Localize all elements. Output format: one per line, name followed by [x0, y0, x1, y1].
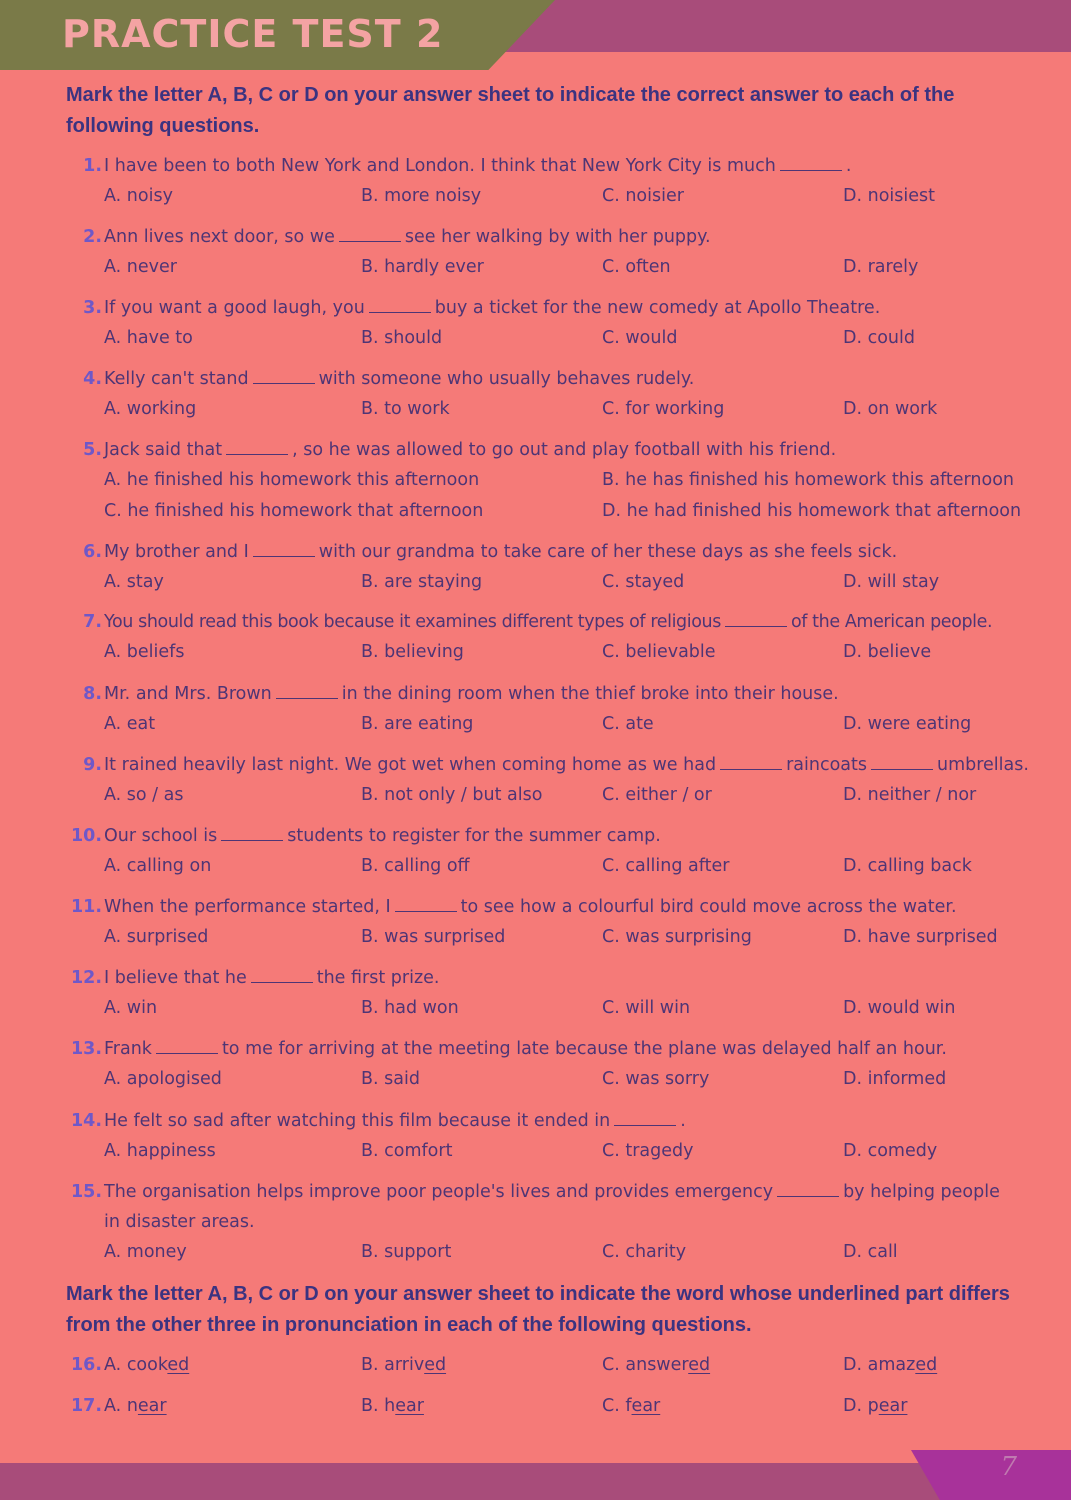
answer-option[interactable]: A. he finished his homework this afternoon [104, 470, 480, 490]
question-stem-end: with someone who usually behaves rudely. [318, 369, 695, 389]
option-row [0, 567, 1071, 598]
question-stem-end: buy a ticket for the new comedy at Apollo Theatre. [434, 298, 881, 318]
option-word: amaz [867, 1355, 916, 1375]
question-number: 14. [70, 1111, 102, 1131]
question-line [0, 607, 1071, 637]
question-line [0, 679, 1071, 709]
question-number: 13. [70, 1039, 102, 1059]
question-stem-end: , so he was allowed to go out and play football with his friend. [292, 440, 837, 460]
answer-option[interactable]: A. eat [104, 714, 156, 734]
question-line [0, 1034, 1071, 1064]
answer-option[interactable]: D. comedy [843, 1141, 938, 1161]
header-bar [0, 0, 1071, 70]
question-number: 2. [83, 227, 102, 247]
question-stem-end: . [845, 156, 852, 176]
option-row [0, 780, 1071, 811]
question-item [0, 821, 1071, 882]
answer-option[interactable]: B. calling off [361, 856, 470, 876]
question-text [104, 435, 836, 465]
answer-option[interactable]: C. charity [602, 1242, 687, 1262]
question-stem-end: . [680, 1111, 686, 1131]
question-text [104, 892, 957, 922]
answer-option[interactable]: B. are staying [361, 572, 483, 592]
question-stem: It rained heavily last night. We got wet when coming home as we had [104, 755, 717, 775]
answer-option[interactable]: B. said [361, 1069, 420, 1089]
question-number: 5. [83, 440, 102, 460]
question-stem-end: see her walking by with her puppy. [404, 227, 711, 247]
answer-option[interactable]: A. stay [104, 572, 164, 592]
question-stem-end: the first prize. [316, 968, 440, 988]
question-text [104, 1177, 1000, 1207]
page-title: PRACTICE TEST 2 [62, 12, 444, 56]
option-row [0, 1350, 1071, 1381]
answer-option[interactable]: B. are eating [361, 714, 474, 734]
question-stem-end: of the American people. [790, 612, 993, 632]
answer-option[interactable]: B. hardly ever [361, 257, 484, 277]
question-number: 16. [70, 1355, 102, 1375]
answer-blank [156, 1052, 218, 1054]
option-row [0, 637, 1071, 668]
option-row [0, 709, 1071, 740]
question-line [0, 293, 1071, 323]
answer-option[interactable]: D. calling back [843, 856, 972, 876]
question-text-continued: in disaster areas. [104, 1212, 255, 1232]
option-row [0, 922, 1071, 953]
answer-option[interactable]: D. believe [843, 642, 932, 662]
answer-option[interactable]: B. to work [361, 399, 450, 419]
answer-option[interactable]: D. rarely [843, 257, 919, 277]
answer-option[interactable]: D. on work [843, 399, 938, 419]
question-text [104, 1034, 947, 1064]
answer-option[interactable]: C. often [602, 257, 671, 277]
answer-blank [369, 311, 431, 313]
question-line [0, 1177, 1071, 1207]
question-stem: The organisation helps improve poor people's lives and provides emergency [104, 1182, 774, 1202]
question-stem: I believe that he [104, 968, 247, 988]
answer-blank [720, 768, 782, 770]
answer-option[interactable]: B. had won [361, 998, 459, 1018]
pronunciation-line [0, 1391, 1071, 1421]
underlined-part: ed [167, 1355, 190, 1375]
answer-option[interactable]: B. he has finished his homework this afternoon [602, 470, 1015, 490]
question-item [0, 679, 1071, 740]
question-item [0, 963, 1071, 1024]
answer-option[interactable]: C. was surprising [602, 927, 752, 947]
pronunciation-item [0, 1391, 1071, 1421]
page-number: 7 [1000, 1452, 1017, 1482]
answer-blank [725, 625, 787, 627]
underlined-part: ed [424, 1355, 447, 1375]
question-line [0, 892, 1071, 922]
answer-option[interactable]: A. beliefs [104, 642, 185, 662]
option-row [0, 394, 1071, 425]
question-stem: He felt so sad after watching this film because it ended in [104, 1111, 611, 1131]
question-stem-end: by helping people [843, 1182, 1000, 1202]
option-word: arriv [384, 1355, 425, 1375]
question-item [0, 750, 1071, 811]
pronunciation-line [0, 1350, 1071, 1380]
question-number: 17. [70, 1396, 102, 1416]
question-item [0, 1034, 1071, 1095]
answer-option[interactable]: D. noisiest [843, 186, 935, 206]
answer-option[interactable]: A. never [104, 257, 177, 277]
question-item [0, 435, 1071, 527]
answer-option[interactable]: C. was sorry [602, 1069, 710, 1089]
answer-blank [226, 453, 288, 455]
answer-option[interactable]: B. should [361, 328, 443, 348]
question-stem: My brother and I [104, 542, 249, 562]
question-item [0, 293, 1071, 354]
question-line [0, 151, 1071, 181]
answer-blank [780, 169, 842, 171]
answer-blank [614, 1124, 676, 1126]
question-text [104, 364, 694, 394]
answer-option[interactable]: D. will stay [843, 572, 940, 592]
question-stem: When the performance started, I [104, 897, 391, 917]
answer-option[interactable]: A. have to [104, 328, 193, 348]
option-word: n [126, 1396, 138, 1416]
question-text [104, 679, 839, 709]
answer-option[interactable]: B. more noisy [361, 186, 482, 206]
answer-option[interactable]: D. could [843, 328, 915, 348]
question-item [0, 607, 1071, 668]
answer-option[interactable]: A. noisy [104, 186, 173, 206]
question-line [0, 963, 1071, 993]
option-row [0, 496, 1071, 527]
question-text [104, 821, 661, 851]
option-letter: A. [104, 1355, 122, 1375]
answer-option[interactable]: A. so / as [104, 785, 184, 805]
question-item [0, 1106, 1071, 1167]
answer-blank [251, 981, 313, 983]
option-word: f [625, 1396, 632, 1416]
pronunciation-item [0, 1350, 1071, 1380]
answer-blank [395, 910, 457, 912]
question-stem: You should read this book because it examines different types of religious [104, 612, 721, 632]
answer-blank [253, 382, 315, 384]
question-number: 3. [83, 298, 102, 318]
question-stem: Frank [104, 1039, 152, 1059]
instruction-pronunciation: Mark the letter A, B, C or D on your answer sheet to indicate the word whose underlined part differs from the other three in pronunciation in each of the following questions. [66, 1283, 1010, 1336]
answer-option[interactable] [104, 1391, 167, 1422]
option-row [0, 323, 1071, 354]
question-text [104, 963, 439, 993]
question-stem-end: to me for arriving at the meeting late because the plane was delayed half an hour. [221, 1039, 947, 1059]
option-letter: C. [602, 1396, 620, 1416]
question-stem: Ann lives next door, so we [104, 227, 335, 247]
question-item [0, 222, 1071, 283]
option-row [0, 1391, 1071, 1422]
question-line [0, 222, 1071, 252]
footer-bar [0, 1463, 1071, 1500]
question-item [0, 1177, 1071, 1268]
underlined-part: ear [395, 1396, 424, 1416]
question-text [104, 151, 851, 181]
option-row [0, 465, 1071, 496]
answer-option[interactable]: A. surprised [104, 927, 209, 947]
answer-option[interactable]: C. noisier [602, 186, 684, 206]
option-word: p [867, 1396, 879, 1416]
answer-option[interactable] [361, 1391, 424, 1422]
answer-option[interactable]: B. was surprised [361, 927, 506, 947]
answer-option[interactable]: B. believing [361, 642, 464, 662]
option-row [0, 1136, 1071, 1167]
question-line-continued [0, 1207, 1071, 1237]
question-stem-end: umbrellas. [936, 755, 1029, 775]
answer-blank [221, 839, 283, 841]
underlined-part: ed [688, 1355, 711, 1375]
option-letter: B. [361, 1396, 379, 1416]
answer-option[interactable]: C. either / or [602, 785, 712, 805]
answer-option[interactable]: D. informed [843, 1069, 947, 1089]
question-number: 6. [83, 542, 102, 562]
answer-option[interactable]: A. working [104, 399, 197, 419]
question-line [0, 821, 1071, 851]
question-stem: I have been to both New York and London. I think that New York City is much [104, 156, 776, 176]
question-text [104, 537, 897, 567]
option-row [0, 252, 1071, 283]
option-row [0, 1064, 1071, 1095]
answer-option[interactable] [843, 1350, 937, 1381]
instruction-correct-answer: Mark the letter A, B, C or D on your answer sheet to indicate the correct answer to each of the following questions. [66, 84, 955, 137]
answer-option[interactable]: C. he finished his homework that afternoon [104, 501, 484, 521]
question-stem-end: students to register for the summer camp. [287, 826, 661, 846]
question-item [0, 892, 1071, 953]
option-letter: A. [104, 1396, 122, 1416]
answer-option[interactable]: C. stayed [602, 572, 685, 592]
underlined-part: ed [915, 1355, 938, 1375]
answer-option[interactable]: D. have surprised [843, 927, 998, 947]
answer-option[interactable]: C. calling after [602, 856, 730, 876]
question-number: 7. [83, 612, 102, 632]
answer-option[interactable]: B. comfort [361, 1141, 453, 1161]
option-word: h [384, 1396, 396, 1416]
answer-blank [777, 1195, 839, 1197]
option-letter: C. [602, 1355, 620, 1375]
option-word: answer [625, 1355, 689, 1375]
answer-option[interactable]: C. believable [602, 642, 716, 662]
question-line [0, 750, 1071, 780]
answer-option[interactable]: C. ate [602, 714, 654, 734]
answer-option[interactable]: D. neither / nor [843, 785, 977, 805]
question-text [104, 750, 1029, 780]
question-item [0, 151, 1071, 212]
answer-option[interactable] [602, 1391, 660, 1422]
question-text [104, 293, 880, 323]
question-number: 4. [83, 369, 102, 389]
question-item [0, 537, 1071, 598]
question-stem: Mr. and Mrs. Brown [104, 684, 272, 704]
question-stem-end: in the dining room when the thief broke into their house. [341, 684, 839, 704]
answer-option[interactable]: D. he had finished his homework that afternoon [602, 501, 1022, 521]
option-row [0, 181, 1071, 212]
option-word: cook [126, 1355, 168, 1375]
answer-option[interactable]: A. win [104, 998, 158, 1018]
answer-option[interactable]: C. will win [602, 998, 691, 1018]
answer-option[interactable]: A. calling on [104, 856, 212, 876]
answer-option[interactable] [843, 1391, 907, 1422]
question-stem-end: to see how a colourful bird could move across the water. [460, 897, 957, 917]
question-text [104, 607, 992, 637]
answer-option[interactable]: B. not only / but also [361, 785, 543, 805]
question-stem-middle: raincoats [786, 755, 867, 775]
question-number: 8. [83, 684, 102, 704]
question-line [0, 537, 1071, 567]
answer-option[interactable]: A. money [104, 1242, 187, 1262]
answer-option[interactable]: C. tragedy [602, 1141, 694, 1161]
underlined-part: ear [631, 1396, 661, 1416]
answer-option[interactable]: D. call [843, 1242, 898, 1262]
question-number: 11. [70, 897, 102, 917]
question-stem: Jack said that [104, 440, 223, 460]
answer-option[interactable]: C. for working [602, 399, 725, 419]
answer-blank [253, 555, 315, 557]
option-letter: B. [361, 1355, 379, 1375]
answer-option[interactable] [104, 1350, 189, 1381]
option-row [0, 993, 1071, 1024]
question-text [104, 1106, 686, 1136]
answer-option[interactable]: D. would win [843, 998, 956, 1018]
question-text [104, 222, 711, 252]
answer-option[interactable] [602, 1350, 710, 1381]
answer-option[interactable]: B. support [361, 1242, 452, 1262]
question-line [0, 1106, 1071, 1136]
question-stem: Our school is [104, 826, 218, 846]
underlined-part: ear [137, 1396, 167, 1416]
question-number: 10. [70, 826, 102, 846]
question-number: 12. [70, 968, 102, 988]
answer-option[interactable]: A. apologised [104, 1069, 222, 1089]
question-item [0, 364, 1071, 425]
question-number: 9. [83, 755, 102, 775]
option-letter: D. [843, 1355, 863, 1375]
question-line [0, 364, 1071, 394]
question-number: 1. [83, 156, 102, 176]
question-stem: Kelly can't stand [104, 369, 249, 389]
question-number: 15. [70, 1182, 102, 1202]
option-letter: D. [843, 1396, 863, 1416]
answer-blank [339, 240, 401, 242]
answer-option[interactable] [361, 1350, 446, 1381]
underlined-part: ear [878, 1396, 908, 1416]
option-row [0, 1237, 1071, 1268]
answer-option[interactable]: D. were eating [843, 714, 972, 734]
answer-option[interactable]: C. would [602, 328, 678, 348]
answer-blank [871, 768, 933, 770]
answer-blank [276, 697, 338, 699]
question-line [0, 435, 1071, 465]
question-stem: If you want a good laugh, you [104, 298, 365, 318]
answer-option[interactable]: A. happiness [104, 1141, 216, 1161]
question-stem-end: with our grandma to take care of her these days as she feels sick. [318, 542, 898, 562]
option-row [0, 851, 1071, 882]
